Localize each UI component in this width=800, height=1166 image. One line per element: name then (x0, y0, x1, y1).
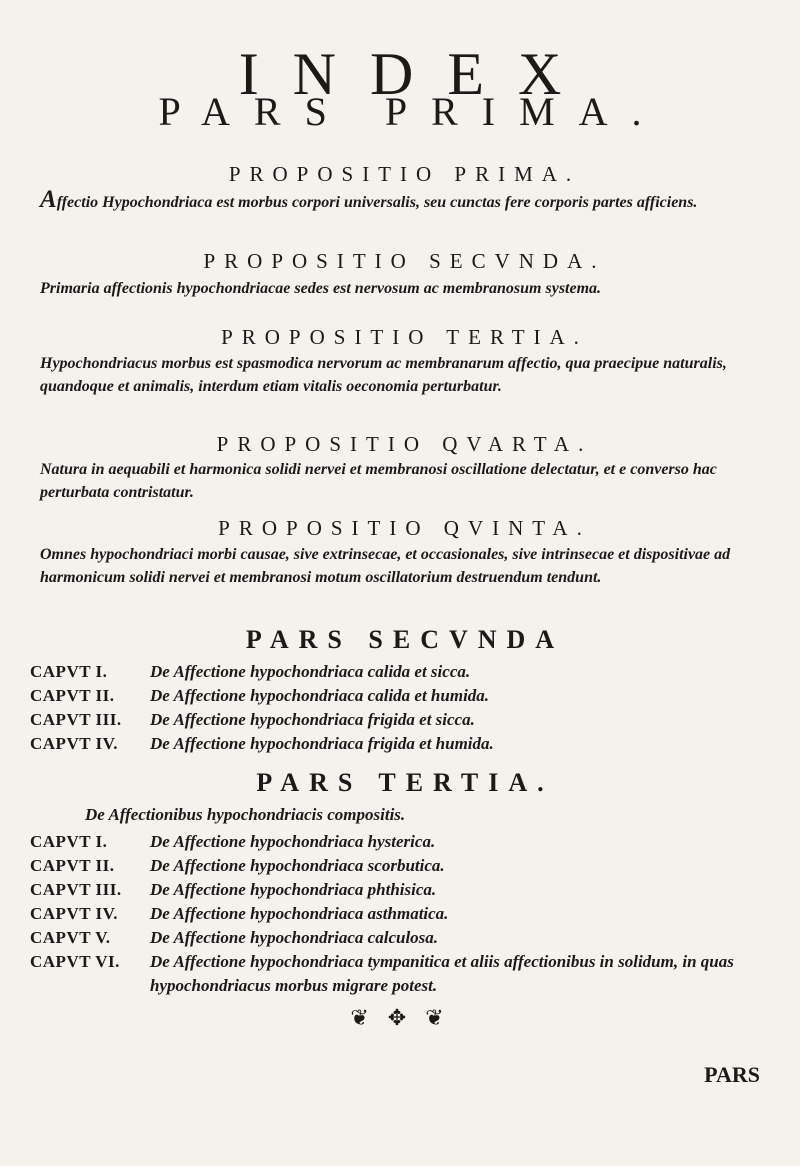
chapter-label: CAPVT I. (30, 832, 108, 851)
chapter-title: De Affectione hypochondriaca phthisica. (150, 880, 437, 899)
chapter-title: De Affectione hypochondriaca calculosa. (150, 928, 439, 947)
propositio-secunda-heading: PROPOSITIO SECVNDA. (203, 249, 606, 273)
propositio-prima-heading: PROPOSITIO PRIMA. (228, 162, 581, 186)
chapter-title: De Affectione hypochondriaca calida et sicca. (150, 662, 471, 681)
chapter-title: De Affectione hypochondriaca hysterica. (150, 832, 436, 851)
propositio-tertia-heading: PROPOSITIO TERTIA. (221, 325, 588, 349)
drop-cap: A (40, 186, 57, 213)
chapter-label: CAPVT V. (30, 928, 111, 947)
chapter-row (30, 732, 790, 756)
propositio-prima-body: ffectio Hypochondriaca est morbus corpori universalis, seu cunctas fere corporis partes afficiens. (56, 194, 698, 211)
chapter-label: CAPVT IV. (30, 734, 118, 753)
chapter-row (30, 708, 790, 732)
chapter-title: De Affectione hypochondriaca asthmatica. (150, 904, 449, 923)
ornament-icon: ❦ ✥ ❦ (350, 1006, 450, 1031)
chapter-row (30, 830, 790, 854)
chapter-title: De Affectione hypochondriaca frigida et humida. (150, 734, 494, 753)
chapter-title: De Affectione hypochondriaca calida et humida. (150, 686, 490, 705)
chapter-label: CAPVT VI. (30, 952, 120, 971)
propositio-tertia-text: Hypochondriacus morbus est spasmodica nervorum ac membranarum affectio, qua praecipue naturalis, quandoque et animalis, interdum etiam vitalis oeconomia perturbatur. (40, 355, 727, 395)
chapter-label: CAPVT I. (30, 662, 108, 681)
chapter-row (30, 950, 790, 998)
catchword: PARS (704, 1062, 760, 1087)
propositio-quinta-text: Omnes hypochondriaci morbi causae, sive extrinsecae, et occasionales, sive intrinsecae et dispositivae ad harmonicum solidi nervei et membranosi motum oscillatorium destruendum tendunt. (40, 546, 731, 586)
pars-tertia-chapters (30, 830, 790, 998)
chapter-title: De Affectione hypochondriaca scorbutica. (150, 856, 445, 875)
chapter-label: CAPVT II. (30, 856, 115, 875)
chapter-label: CAPVT II. (30, 686, 115, 705)
index-title: INDEX (238, 41, 596, 107)
chapter-label: CAPVT IV. (30, 904, 118, 923)
chapter-row (30, 660, 790, 684)
propositio-quinta-heading: PROPOSITIO QVINTA. (218, 516, 591, 540)
propositio-quarta-heading: PROPOSITIO QVARTA. (216, 432, 593, 456)
chapter-row (30, 926, 790, 950)
chapter-label: CAPVT III. (30, 710, 122, 729)
pars-tertia-heading: PARS TERTIA. (256, 768, 554, 797)
pars-secunda-chapters (30, 660, 790, 756)
propositio-quarta-text: Natura in aequabili et harmonica solidi nervei et membranosi oscillatione delectatur, et e converso hac perturbata contristatur. (40, 461, 717, 501)
chapter-row (30, 902, 790, 926)
chapter-title: De Affectione hypochondriaca frigida et sicca. (150, 710, 475, 729)
chapter-row (30, 684, 790, 708)
propositio-secunda-text: Primaria affectionis hypochondriacae sedes est nervosum ac membranosum systema. (40, 280, 602, 297)
propositio-prima-text (40, 188, 782, 214)
pars-tertia-subheading: De Affectionibus hypochondriacis compositis. (85, 805, 406, 824)
chapter-title: De Affectione hypochondriaca tympanitica et aliis affectionibus in solidum, in quas hypochondriacus morbus migrare potest. (150, 952, 734, 995)
chapter-row (30, 878, 790, 902)
chapter-row (30, 854, 790, 878)
chapter-label: CAPVT III. (30, 880, 122, 899)
pars-prima-title: PARS PRIMA. (158, 89, 666, 134)
pars-secunda-heading: PARS SECVNDA (245, 625, 565, 654)
